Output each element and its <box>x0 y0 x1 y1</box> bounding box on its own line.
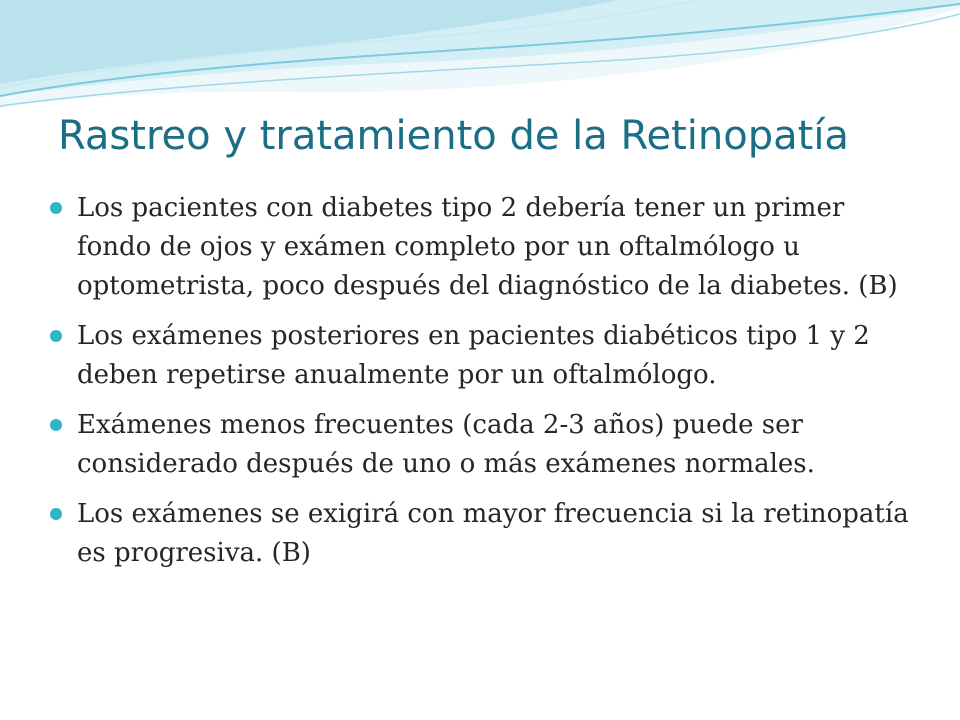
bullet-text: Los exámenes posteriores en pacientes diabéticos tipo 1 y 2 deben repetirse anualmente por un oftalmólogo. <box>77 321 870 390</box>
slide-title: Rastreo y tratamiento de la Retinopatía <box>58 113 849 159</box>
bullet-item <box>46 406 926 484</box>
bullet-dot-icon <box>50 330 62 342</box>
bullet-item <box>46 495 926 573</box>
header-wave-decoration <box>0 0 960 120</box>
bullet-text: Exámenes menos frecuentes (cada 2-3 años) puede ser considerado después de uno o más exámenes normales. <box>77 410 815 479</box>
bullet-item <box>46 189 926 306</box>
bullet-dot-icon <box>50 508 62 520</box>
bullet-dot-icon <box>50 202 62 214</box>
bullet-text: Los pacientes con diabetes tipo 2 debería tener un primer fondo de ojos y exámen completo por un oftalmólogo u optometrista, poco después del diagnóstico de la diabetes. (B) <box>77 193 898 301</box>
bullet-list <box>46 189 926 584</box>
bullet-item <box>46 317 926 395</box>
bullet-dot-icon <box>50 419 62 431</box>
bullet-text: Los exámenes se exigirá con mayor frecuencia si la retinopatía es progresiva. (B) <box>77 499 909 568</box>
